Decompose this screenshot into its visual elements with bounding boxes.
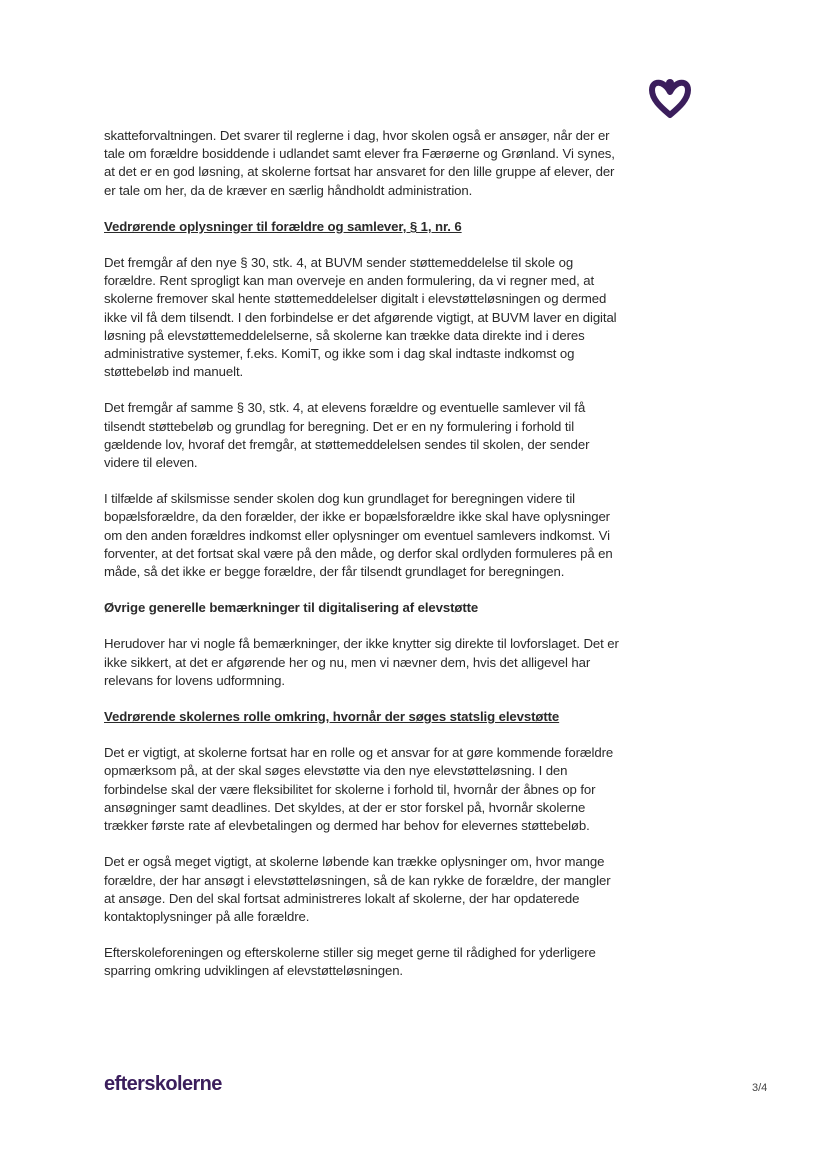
paragraph: Det fremgår af samme § 30, stk. 4, at elevens forældre og eventuelle samlever vil få tilsendt støttebeløb og grundlag for beregning. Det er en ny formulering i forhold til gældende lov, hvoraf det fremgår, at støttemeddelelsen sendes til skolen, der sender videre til eleven. bbox=[104, 400, 590, 471]
paragraph: Det er også meget vigtigt, at skolerne løbende kan trække oplysninger om, hvor mange forældre, der har ansøgt i elevstøtteløsningen, så de kan rykke de forældre, der mangler at ansøge. Den del skal fortsat administreres lokalt af skolerne, der har opdaterede kontaktoplysninger på alle forældre. bbox=[104, 854, 611, 924]
paragraph: I tilfælde af skilsmisse sender skolen dog kun grundlaget for beregningen videre til bopælsforældre, da den forælder, der ikke er bopælsforældre ikke skal have oplysninger om den anden forældres indkomst eller oplysninger om eventuel samlevers indkomst. Vi forventer, at det fortsat skal være på den måde, og derfor skal ordlyden formuleres på en måde, så det ikke er begge forældre, der får tilsendt grundlaget for beregningen. bbox=[104, 491, 613, 580]
heart-person-icon bbox=[644, 76, 696, 120]
section-heading: Vedrørende skolernes rolle omkring, hvornår der søges statslig elevstøtte bbox=[104, 709, 560, 725]
document-body bbox=[104, 127, 620, 999]
section-heading: Øvrige generelle bemærkninger til digitalisering af elevstøtte bbox=[104, 600, 479, 616]
footer-brand-logo: efterskolerne bbox=[104, 1073, 222, 1095]
paragraph: Det er vigtigt, at skolerne fortsat har en rolle og et ansvar for at gøre kommende forældre opmærksom på, at der skal søges elevstøtte via den nye elevstøtteløsning. I den forbindelse skal der være fleksibilitet for skolerne i forhold til, hvornår der åbnes op for ansøgninger samt deadlines. Det skyldes, at der er stor forskel på, hvornår skolerne trækker første rate af elevbetalingen og dermed har behov for elevernes støttebeløb. bbox=[104, 745, 614, 834]
page-number: 3/4 bbox=[752, 1082, 768, 1094]
paragraph: skatteforvaltningen. Det svarer til reglerne i dag, hvor skolen også er ansøger, når der er tale om forældre bosiddende i udlandet samt elever fra Færøerne og Grønland. Vi synes, at det er en god løsning, at skolerne fortsat har ansvaret for den lille gruppe af elever, der er tale om her, da de kræver en særlig håndholdt administration. bbox=[104, 128, 615, 198]
section-heading: Vedrørende oplysninger til forældre og samlever, § 1, nr. 6 bbox=[104, 218, 462, 234]
paragraph: Herudover har vi nogle få bemærkninger, der ikke knytter sig direkte til lovforslaget. Det er ikke sikkert, at det er afgørende her og nu, men vi nævner dem, hvis det alligevel har relevans for lovens udformning. bbox=[104, 636, 619, 688]
paragraph: Efterskoleforeningen og efterskolerne stiller sig meget gerne til rådighed for yderligere sparring omkring udviklingen af elevstøtteløsningen. bbox=[104, 945, 596, 979]
paragraph: Det fremgår af den nye § 30, stk. 4, at BUVM sender støttemeddelelse til skole og forældre. Rent sprogligt kan man overveje en anden formulering, da vi regner med, at skolerne fremover skal hente støttemeddelelser digitalt i elevstøtteløsningen og dermed ikke vil få dem tilsendt. I den forbindelse er det afgørende vigtigt, at BUVM laver en digital løsning på elevstøttemeddelelserne, så skolerne kan trække data direkte ind i deres administrative systemer, f.eks. KomiT, og ikke som i dag skal indtaste indkomst og støttebeløb ind manuelt. bbox=[104, 255, 617, 380]
